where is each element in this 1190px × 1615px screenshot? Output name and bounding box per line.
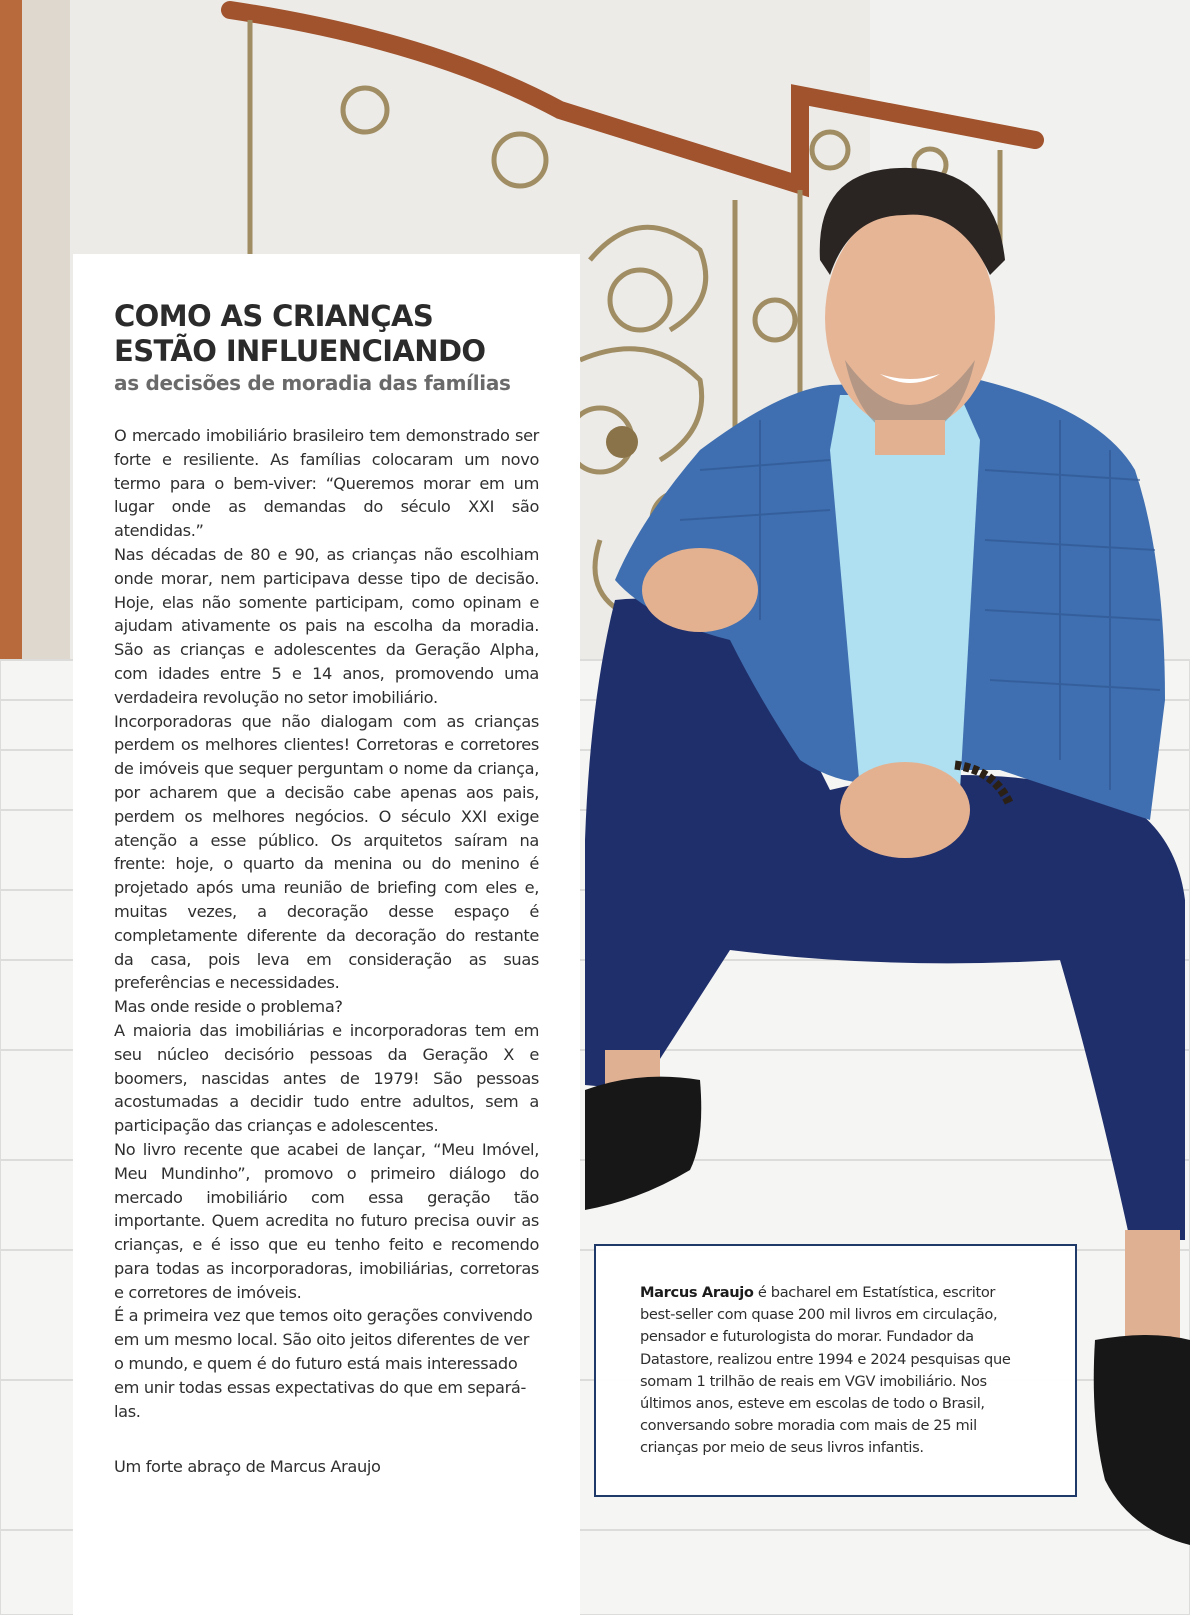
article-headline: [114, 299, 554, 369]
paragraph-6: No livro recente que acabei de lançar, “Meu Imóvel, Meu Mundinho”, promovo o primeiro diálogo do mercado imobiliário com essa geração tão importante. Quem acredita no futuro precisa ouvir as crianças, e é isso que eu tenho feito e recomendo para todas as incorporadoras, imobiliárias, corretoras e corretores de imóveis.: [114, 1139, 539, 1302]
paragraph-4: Mas onde reside o problema?: [114, 997, 343, 1017]
article-body: [114, 424, 539, 1423]
headline-line-2: ESTÃO INFLUENCIANDO: [114, 334, 486, 368]
author-bio-description: é bacharel em Estatística, escritor best-seller com quase 200 mil livros em circulação, pensador e futurologista do morar. Fundador da Datastore, realizou entre 1994 e 2024 pesquisas que somam 1 trilhão de reais em VGV imobiliário. Nos últimos anos, esteve em escolas de todo o Brasil, conversando sobre moradia com mais de 25 mil crianças por meio de seus livros infantis.: [640, 1284, 1011, 1457]
author-name: Marcus Araujo: [640, 1284, 754, 1301]
paragraph-1: O mercado imobiliário brasileiro tem demonstrado ser forte e resiliente. As famílias colocaram um novo termo para o bem-viver: “Queremos morar em um lugar onde as demandas do século XXI são atendidas.”: [114, 426, 539, 541]
paragraph-5: A maioria das imobiliárias e incorporadoras tem em seu núcleo decisório pessoas da Geração X e boomers, nascidas antes de 1979! São pessoas acostumadas a decidir tudo entre adultos, sem a participação das crianças e adolescentes.: [114, 1020, 539, 1136]
article-subtitle: as decisões de moradia das famílias: [114, 371, 511, 395]
paragraph-3: Incorporadoras que não dialogam com as crianças perdem os melhores clientes! Corretoras e corretores de imóveis que sequer perguntam o nome da criança, por acharem que a decisão cabe apenas aos pais, perdem os melhores negócios. O século XXI exige atenção a esse público. Os arquitetos saíram na frente: hoje, o quarto da menina ou do menino é projetado após uma reunião de briefing com eles e, muitas vezes, a decoração desse espaço é completamente diferente da decoração do restante da casa, pois leva em consideração as suas preferências e necessidades.: [114, 711, 539, 993]
author-bio-box: [594, 1244, 1077, 1497]
headline-line-1: COMO AS CRIANÇAS: [114, 299, 434, 333]
author-bio-text: [640, 1282, 1030, 1460]
paragraph-7: É a primeira vez que temos oito gerações convivendo em um mesmo local. São oito jeitos diferentes de ver o mundo, e quem é do futuro está mais interessado em unir todas essas expectativas do que em separá-las.: [114, 1306, 533, 1421]
paragraph-2: Nas décadas de 80 e 90, as crianças não escolhiam onde morar, nem participava desse tipo de decisão. Hoje, elas não somente participam, como opinam e ajudam ativamente os pais na escolha da moradia. São as crianças e adolescentes da Geração Alpha, com idades entre 5 e 14 anos, promovendo uma verdadeira revolução no setor imobiliário.: [114, 544, 539, 707]
article-signoff: Um forte abraço de Marcus Araujo: [114, 1457, 381, 1476]
